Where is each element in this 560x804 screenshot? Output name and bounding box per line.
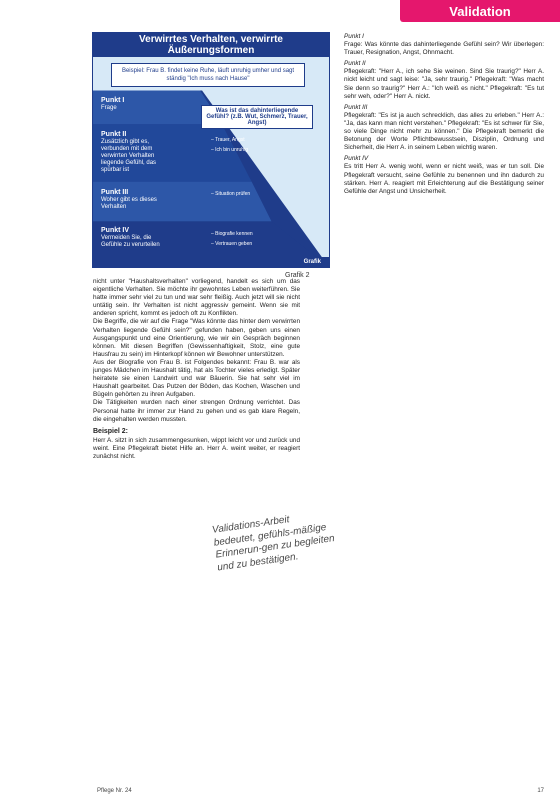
footer-publication: Pflege Nr. 24 xyxy=(97,788,132,794)
figure-note: – Ich bin unruhig xyxy=(211,147,248,153)
page-number: 17 xyxy=(537,788,544,794)
paragraph: Frage: Was könnte das dahinterliegende Gefühl sein? Wir überlegen: Trauer, Resignation, Angst, Ohnmacht. xyxy=(344,41,544,57)
figure-note: – Biografie kennen xyxy=(211,231,253,237)
paragraph: Es tritt Herr A. wenig wohl, wenn er nicht weiß, was er tun soll. Die Pflegekraft versucht, seine Gefühle zu benennen und ihn dadurch zu stärken. Herr A. reagiert mit Erleichterung auf die Bestätigung seiner Gefühle der Angst und Unsicherheit. xyxy=(344,163,544,195)
figure-caption: Grafik 2 xyxy=(285,272,310,279)
figure-question: Was ist das dahinterliegende Gefühl? (z.B. Wut, Schmerz, Trauer, Angst) xyxy=(201,105,313,129)
figure-subtitle: Beispiel: Frau B. findet keine Ruhe, läuft unruhig umher und sagt ständig "Ich muss nach Hause" xyxy=(111,63,305,87)
paragraph: Herr A. sitzt in sich zusammengesunken, wippt leicht vor und zurück und weint. Eine Pflegekraft bietet Hilfe an. Herr A. weint weiter, er reagiert zunächst nicht. xyxy=(93,436,300,460)
paragraph: nicht unter "Haushaltsverhalten" vorliegend, handelt es sich um das eigentliche Verhalten. Sie möchte ihr gewohntes Leben weiterführen. Sie hatte immer sehr viel zu tun und war sehr fleißig. Auch jetzt will sie nicht untätig sein. Ihr Verhalten ist nicht aggressiv gemeint. Wenn sie mit anderen spricht, kommt es jedoch oft zu Konflikten. xyxy=(93,278,300,318)
section-tab: Validation xyxy=(400,0,560,22)
paragraph: Die Tätigkeiten wurden nach einer strengen Ordnung verrichtet. Das Personal hatte ihr immer zur Hand zu gehen und es gab klare Regeln, die eingehalten werden mussten. xyxy=(93,399,300,423)
validation-figure xyxy=(92,32,330,268)
figure-footer: Grafik xyxy=(93,257,329,267)
paragraph: Pflegekraft: "Herr A., ich sehe Sie weinen. Sind Sie traurig?" Herr A. nickt leicht und sagt leise: "Ja, sehr traurig." Pflegekraft: "Was macht Sie denn so traurig?" Herr A.: "Ich weiß es nicht." Pflegekraft: "Es tut sehr weh, oder?" Herr A. nickt. xyxy=(344,68,544,100)
level-3: Punkt III Woher gibt es dieses Verhalten xyxy=(101,189,157,210)
pull-quote: Validations-Arbeit bedeutet, gefühls-mäßige Erinnerun-gen zu begleiten und zu bestätigen. xyxy=(211,514,336,574)
level-2: Punkt II Zusätzlich gibt es, verbunden mit dem verwirrten Verhalten liegende Gefühl, das spürbar ist xyxy=(101,131,157,173)
paragraph: Pflegekraft: "Es ist ja auch schrecklich, das alles zu erleben." Herr A.: "Ja, das kann man nicht verstehen." Pflegekraft: "Es ist schwer für Sie, so viele Dinge nicht mehr zu können." Die Pflegekraft bemerkt die Betonung der Worte Pflichtbewusstsein, Disziplin, Ordnung und Sicherheit, die Herr A. in seinem Leben wichtig waren. xyxy=(344,111,544,152)
level-4: Punkt IV Vermeiden Sie, die Gefühle zu verurteilen xyxy=(101,227,160,248)
paragraph: Aus der Biografie von Frau B. ist Folgendes bekannt: Frau B. war als junges Mädchen im Haushalt tätig, hat als Tochter vieles erledigt. Später heiratete sie einen Landwirt und war Bäuerin. Sie hat sehr viel im Haushalt gearbeitet. Das Putzen der Böden, das Kochen, Waschen und Bügeln gehörten zu ihren Aufgaben. xyxy=(93,358,300,399)
step-label: Punkt IV xyxy=(344,155,369,163)
example-heading: Beispiel 2: xyxy=(93,427,129,435)
figure-note: – Situation prüfen xyxy=(211,191,251,197)
paragraph: Die Begriffe, die wir auf die Frage "Was könnte das hinter dem verwirrten Verhalten liegende Gefühl sein?" gefunden haben, geben uns einen Ausgangspunkt und eine Orientierung, wie wir ein Gespräch beginnen können. Mit diesen Begriffen (Gewissenhaftigkeit, Stolz, eine gute Hausfrau zu sein) im Hinterkopf können wir Bewohner unterstützen. xyxy=(93,318,300,358)
level-1: Punkt I Frage xyxy=(101,97,125,111)
figure-note: – Vertrauen geben xyxy=(211,241,253,247)
figure-note: – Trauer, Angst xyxy=(211,137,245,143)
step-label: Punkt III xyxy=(344,103,368,111)
step-label: Punkt I xyxy=(344,33,364,40)
step-label: Punkt II xyxy=(344,60,366,68)
right-column xyxy=(344,30,544,780)
figure-title: Verwirrtes Verhalten, verwirrte Äußerungsformen xyxy=(93,33,329,57)
